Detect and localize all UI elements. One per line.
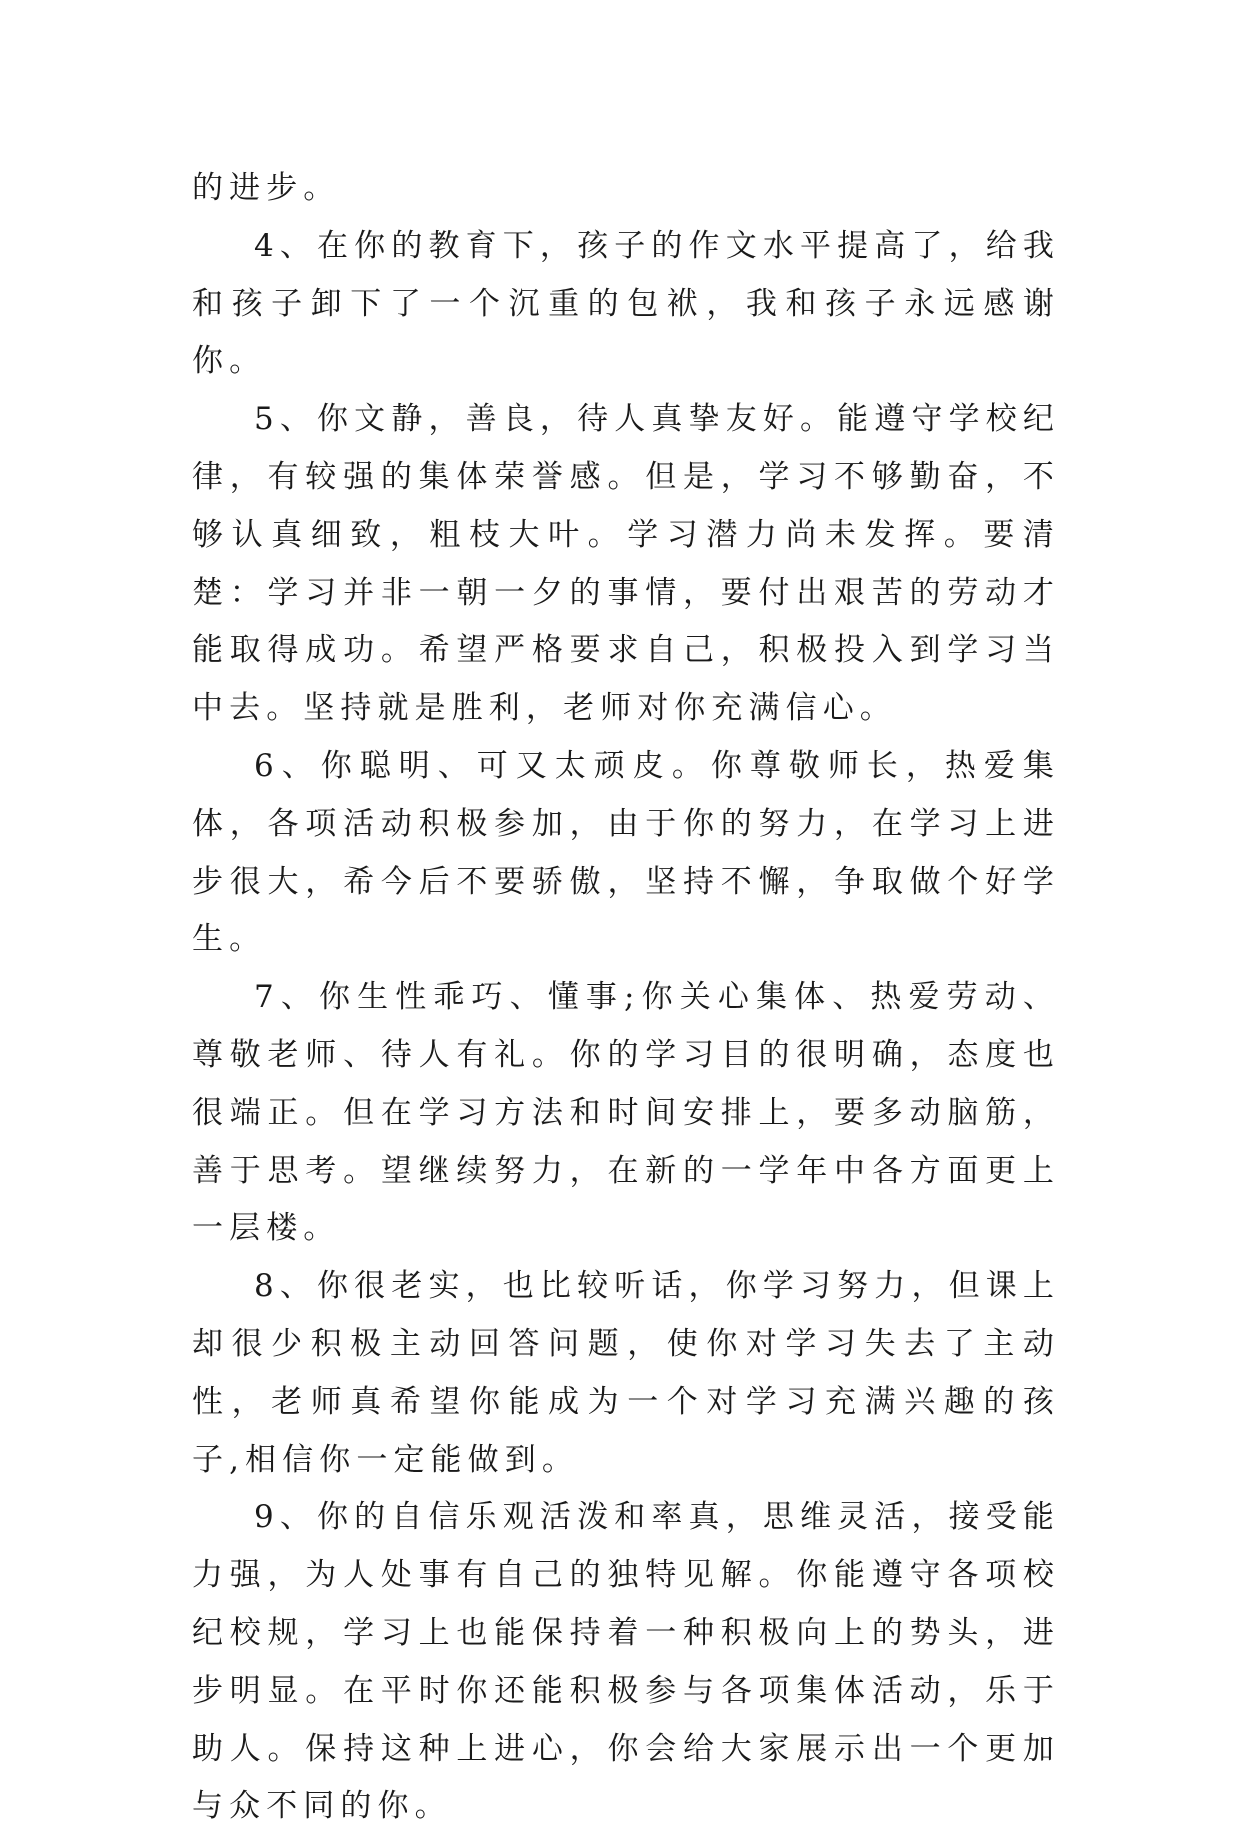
paragraph-item-8: 8、你很老实，也比较听话，你学习努力，但课上却很少积极主动回答问题，使你对学习失去了主动性，老师真希望你能成为一个对学习充满兴趣的孩子,相信你一定能做到。: [192, 1268, 1060, 1478]
paragraph-item-7: 7、你生性乖巧、懂事;你关心集体、热爱劳动、尊敬老师、待人有礼。你的学习目的很明确，态度也很端正。但在学习方法和时间安排上，要多动脑筋，善于思考。望继续努力，在新的一学年中各方面更上一层楼。: [192, 979, 1060, 1247]
paragraph-continuation: 的进步。: [192, 170, 341, 206]
paragraph-item-9: 9、你的自信乐观活泼和率真，思维灵活，接受能力强，为人处事有自己的独特见解。你能遵守各项校纪校规，学习上也能保持着一种积极向上的势头，进步明显。在平时你还能积极参与各项集体活动，乐于助人。保持这种上进心，你会给大家展示出一个更加与众不同的你。: [192, 1499, 1060, 1825]
paragraph-item-5: 5、你文静，善良，待人真挚友好。能遵守学校纪律，有较强的集体荣誉感。但是，学习不够勤奋，不够认真细致，粗枝大叶。学习潜力尚未发挥。要清楚：学习并非一朝一夕的事情，要付出艰苦的劳动才能取得成功。希望严格要求自己，积极投入到学习当中去。坚持就是胜利，老师对你充满信心。: [192, 401, 1060, 727]
paragraph-item-6: 6、你聪明、可又太顽皮。你尊敬师长，热爱集体，各项活动积极参加，由于你的努力，在学习上进步很大，希今后不要骄傲，坚持不懈，争取做个好学生。: [192, 747, 1060, 958]
paragraph-item-4: 4、在你的教育下，孩子的作文水平提高了，给我和孩子卸下了一个沉重的包袱，我和孩子永远感谢你。: [192, 227, 1060, 380]
document-body: [192, 160, 1060, 1836]
